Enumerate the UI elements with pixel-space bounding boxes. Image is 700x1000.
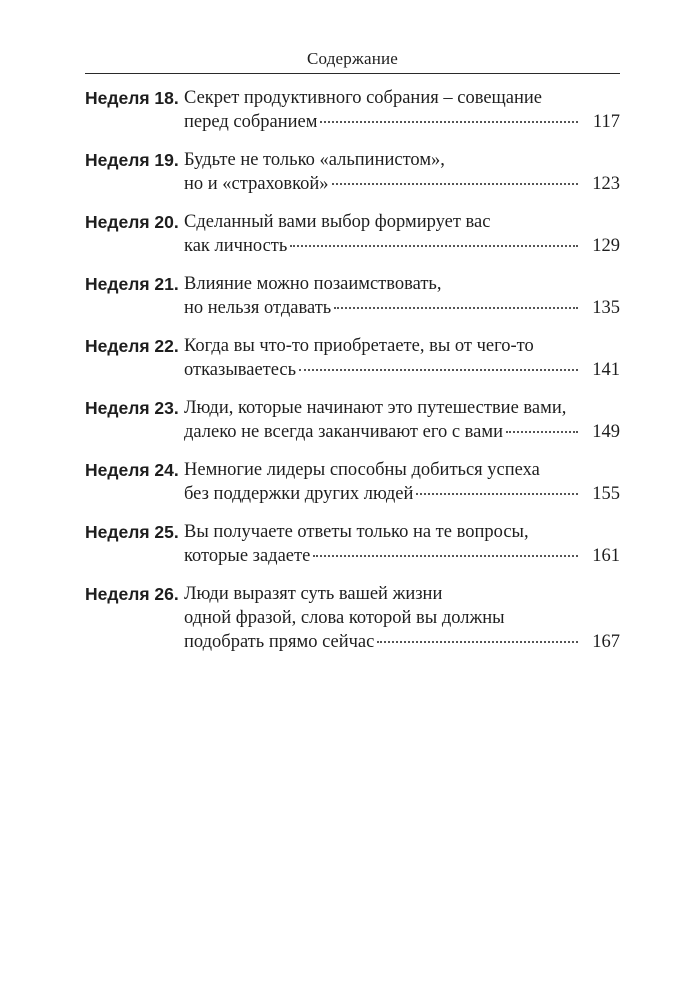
toc-entry-page-number: 117	[592, 112, 620, 132]
toc-entry-label: Неделя 23.	[85, 398, 179, 418]
toc-entry-page-number: 141	[592, 360, 620, 380]
toc-entry-title-line: Влияние можно позаимствовать,	[184, 274, 442, 294]
toc-entry-label: Неделя 20.	[85, 212, 179, 232]
toc-entry-last-line	[184, 172, 620, 196]
toc-entry[interactable]	[85, 148, 620, 196]
toc-entry-title-line: Когда вы что-то приобретаете, вы от чего-то	[184, 336, 534, 356]
toc-entry-title-line: Немногие лидеры способны добиться успеха	[184, 460, 540, 480]
toc-entry-title-line: которые задаете	[184, 546, 311, 566]
toc-entry-title-line: Будьте не только «альпинистом»,	[184, 150, 445, 170]
toc-entry-last-line	[184, 544, 620, 568]
toc-entry-title	[184, 86, 620, 134]
toc-entry-page-number: 155	[592, 484, 620, 504]
toc-entry[interactable]	[85, 396, 620, 444]
toc-entry-title-line: далеко не всегда заканчивают его с вами	[184, 422, 503, 442]
toc-entry[interactable]	[85, 458, 620, 506]
toc-entry-label: Неделя 18.	[85, 88, 179, 108]
toc-entry-title-line: подобрать прямо сейчас	[184, 632, 375, 652]
toc-entry-title-line: Вы получаете ответы только на те вопросы,	[184, 522, 529, 542]
toc-entry-label: Неделя 24.	[85, 460, 179, 480]
toc-entry-title-line: отказываетесь	[184, 360, 297, 380]
toc-entry-title-line: Сделанный вами выбор формирует вас	[184, 212, 491, 232]
toc-entry-last-line	[184, 482, 620, 506]
dot-leader	[290, 245, 578, 247]
toc-entry-page-number: 129	[592, 236, 620, 256]
toc-entry-last-line	[184, 110, 620, 134]
dot-leader	[332, 183, 578, 185]
toc-entry-title-line: но нельзя отдавать	[184, 298, 332, 318]
toc-entry-title	[184, 520, 620, 568]
toc-entry-last-line	[184, 358, 620, 382]
table-of-contents	[85, 86, 620, 668]
toc-entry-title	[184, 396, 620, 444]
toc-entry[interactable]	[85, 582, 620, 654]
toc-entry-title-line: Люди выразят суть вашей жизни	[184, 584, 443, 604]
dot-leader	[320, 121, 578, 123]
toc-entry-title	[184, 582, 620, 654]
toc-entry-title-line: как личность	[184, 236, 288, 256]
dot-leader	[416, 493, 578, 495]
toc-entry-label: Неделя 26.	[85, 584, 179, 604]
running-header: Содержание	[306, 49, 399, 68]
toc-entry-page-number: 123	[592, 174, 620, 194]
toc-entry-title	[184, 272, 620, 320]
toc-entry[interactable]	[85, 334, 620, 382]
dot-leader	[377, 641, 578, 643]
dot-leader	[299, 369, 578, 371]
dot-leader	[506, 431, 578, 433]
toc-entry-title-line: но и «страховкой»	[184, 174, 329, 194]
toc-entry[interactable]	[85, 210, 620, 258]
toc-entry-label: Неделя 25.	[85, 522, 179, 542]
toc-entry-last-line	[184, 420, 620, 444]
toc-entry-title-line: одной фразой, слова которой вы должны	[184, 608, 505, 628]
toc-entry-title-line: перед собранием	[184, 112, 318, 132]
toc-entry-title-line: без поддержки других людей	[184, 484, 414, 504]
toc-entry-last-line	[184, 630, 620, 654]
toc-entry-page-number: 135	[592, 298, 620, 318]
toc-entry-last-line	[184, 234, 620, 258]
header-rule	[85, 73, 620, 74]
toc-entry-page-number: 161	[592, 546, 620, 566]
toc-entry-title-line: Люди, которые начинают это путешествие вами,	[184, 398, 567, 418]
toc-entry-label: Неделя 22.	[85, 336, 179, 356]
dot-leader	[313, 555, 578, 557]
toc-entry-title	[184, 148, 620, 196]
toc-entry-page-number: 149	[592, 422, 620, 442]
toc-entry-last-line	[184, 296, 620, 320]
toc-entry-title	[184, 210, 620, 258]
toc-entry-label: Неделя 21.	[85, 274, 179, 294]
dot-leader	[334, 307, 578, 309]
toc-entry[interactable]	[85, 520, 620, 568]
toc-entry-title	[184, 334, 620, 382]
toc-entry-title-line: Секрет продуктивного собрания – совещание	[184, 88, 542, 108]
toc-entry[interactable]	[85, 272, 620, 320]
toc-entry-page-number: 167	[592, 632, 620, 652]
toc-entry-title	[184, 458, 620, 506]
toc-entry[interactable]	[85, 86, 620, 134]
toc-entry-label: Неделя 19.	[85, 150, 179, 170]
